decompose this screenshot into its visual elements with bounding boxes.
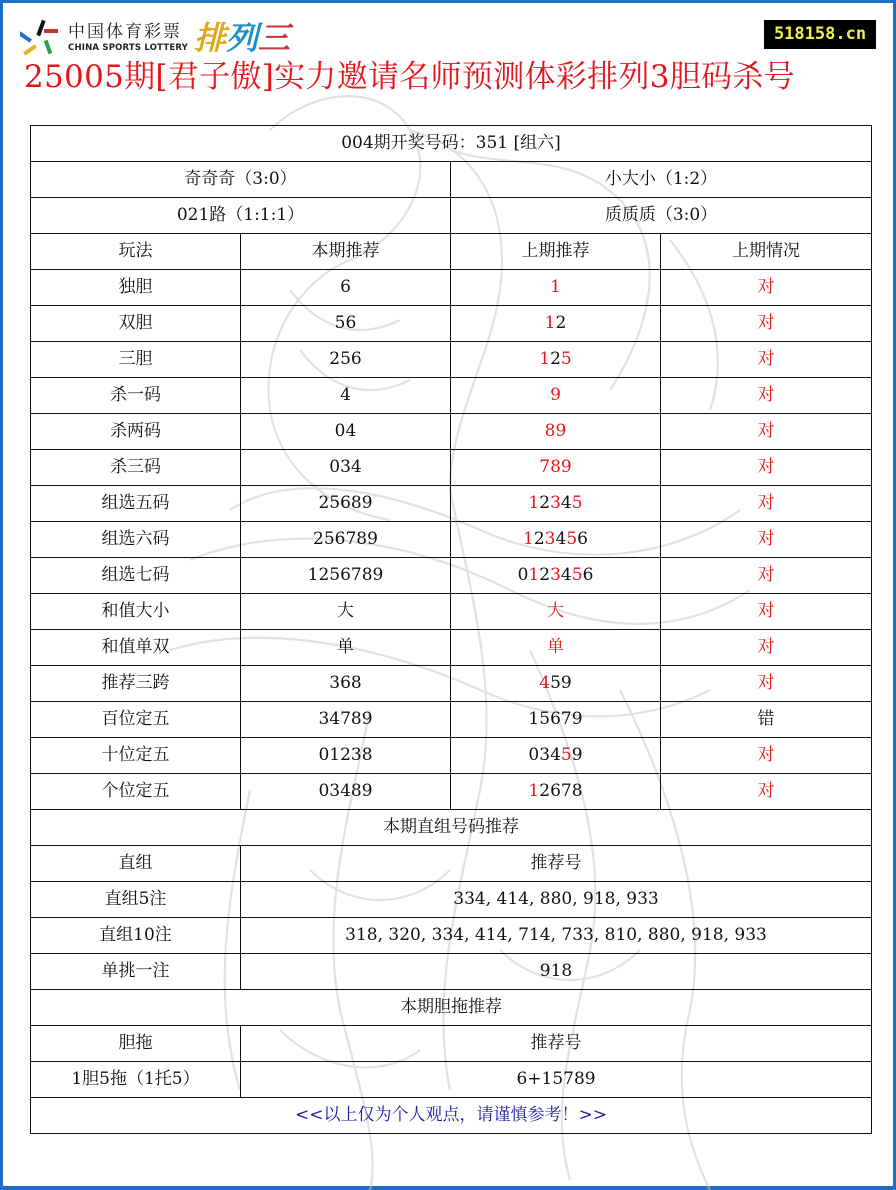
hit-digit: 1 bbox=[528, 493, 540, 513]
miss-digit: 5 bbox=[550, 673, 561, 693]
direct-row bbox=[31, 918, 872, 954]
miss-digit: 6 bbox=[577, 529, 588, 549]
previous-result: 对 bbox=[661, 774, 872, 810]
previous-recommendation bbox=[451, 558, 661, 594]
previous-recommendation bbox=[451, 738, 661, 774]
previous-result: 对 bbox=[661, 594, 872, 630]
miss-digit: 4 bbox=[550, 745, 561, 765]
header-result: 上期情况 bbox=[661, 234, 872, 270]
miss-digit: 2 bbox=[539, 565, 551, 585]
prime-composite-cell: 质质质（3:0） bbox=[451, 198, 872, 234]
miss-digit: 9 bbox=[560, 673, 572, 693]
direct-row-label: 单挑一注 bbox=[31, 954, 241, 990]
current-recommendation: 04 bbox=[241, 414, 451, 450]
prediction-row bbox=[31, 666, 872, 702]
miss-digit: 4 bbox=[560, 565, 572, 585]
hit-digit: 1 bbox=[550, 277, 561, 297]
hit-digit: 9 bbox=[560, 457, 572, 477]
current-recommendation: 1256789 bbox=[241, 558, 451, 594]
miss-digit: 2 bbox=[533, 529, 545, 549]
play-name: 独胆 bbox=[31, 270, 241, 306]
road-012-cell: 021路（1:1:1） bbox=[31, 198, 451, 234]
logo-en-name: CHINA SPORTS LOTTERY bbox=[68, 42, 188, 53]
last-draw-cell: 004期开奖号码：351 [组六] bbox=[31, 126, 872, 162]
previous-recommendation bbox=[451, 774, 661, 810]
header-previous: 上期推荐 bbox=[451, 234, 661, 270]
previous-result: 对 bbox=[661, 306, 872, 342]
direct-header-label: 直组 bbox=[31, 846, 241, 882]
previous-result: 对 bbox=[661, 630, 872, 666]
current-recommendation: 34789 bbox=[241, 702, 451, 738]
play-name: 个位定五 bbox=[31, 774, 241, 810]
pailie3-logo bbox=[193, 19, 291, 57]
play-name: 双胆 bbox=[31, 306, 241, 342]
hit-digit: 8 bbox=[544, 421, 556, 441]
direct-row-numbers: 318, 320, 334, 414, 714, 733, 810, 880, 918, 933 bbox=[241, 918, 872, 954]
previous-recommendation bbox=[451, 450, 661, 486]
miss-digit: 9 bbox=[571, 745, 583, 765]
previous-result: 对 bbox=[661, 342, 872, 378]
header-play: 玩法 bbox=[31, 234, 241, 270]
current-recommendation: 单 bbox=[241, 630, 451, 666]
dantuo-row-numbers: 6+15789 bbox=[241, 1062, 872, 1098]
miss-digit: 1 bbox=[528, 709, 540, 729]
hit-digit: 5 bbox=[560, 745, 572, 765]
lottery-star-icon bbox=[20, 18, 64, 58]
miss-digit: 0 bbox=[528, 745, 540, 765]
play-name: 和值大小 bbox=[31, 594, 241, 630]
miss-digit: 6 bbox=[582, 565, 594, 585]
big-small-cell: 小大小（1:2） bbox=[451, 162, 872, 198]
previous-recommendation bbox=[451, 378, 661, 414]
prediction-row bbox=[31, 306, 872, 342]
miss-digit: 6 bbox=[550, 781, 561, 801]
hit-digit: 1 bbox=[539, 349, 551, 369]
current-recommendation: 03489 bbox=[241, 774, 451, 810]
draw-pattern-row-2 bbox=[31, 198, 872, 234]
prediction-row bbox=[31, 558, 872, 594]
miss-digit: 9 bbox=[571, 709, 583, 729]
current-recommendation: 256789 bbox=[241, 522, 451, 558]
direct-row-label: 直组5注 bbox=[31, 882, 241, 918]
previous-recommendation bbox=[451, 270, 661, 306]
previous-result: 对 bbox=[661, 378, 872, 414]
miss-digit: 4 bbox=[560, 493, 572, 513]
china-sports-lottery-logo bbox=[20, 18, 290, 58]
prediction-row bbox=[31, 378, 872, 414]
previous-result: 对 bbox=[661, 414, 872, 450]
miss-digit: 5 bbox=[539, 709, 551, 729]
current-recommendation: 6 bbox=[241, 270, 451, 306]
logo-cn-name: 中国体育彩票 bbox=[68, 21, 182, 42]
draw-pattern-row-1 bbox=[31, 162, 872, 198]
hit-digit: 1 bbox=[544, 313, 556, 333]
dantuo-header-numbers: 推荐号 bbox=[241, 1026, 872, 1062]
miss-digit: 4 bbox=[555, 529, 567, 549]
play-name: 杀三码 bbox=[31, 450, 241, 486]
footer-note-row bbox=[31, 1098, 872, 1134]
page-title: 25005期[君子傲]实力邀请名师预测体彩排列3胆码杀号 bbox=[24, 59, 795, 95]
dantuo-row bbox=[31, 1062, 872, 1098]
previous-recommendation bbox=[451, 414, 661, 450]
current-recommendation: 大 bbox=[241, 594, 451, 630]
previous-recommendation bbox=[451, 342, 661, 378]
previous-recommendation bbox=[451, 666, 661, 702]
header-current: 本期推荐 bbox=[241, 234, 451, 270]
site-badge[interactable]: 518158.cn bbox=[764, 20, 876, 49]
current-recommendation: 368 bbox=[241, 666, 451, 702]
previous-result: 对 bbox=[661, 558, 872, 594]
prediction-table bbox=[30, 125, 872, 1134]
hit-digit: 3 bbox=[544, 529, 556, 549]
dantuo-header-label: 胆拖 bbox=[31, 1026, 241, 1062]
hit-digit: 3 bbox=[550, 565, 561, 585]
pl3-char-1: 排 bbox=[193, 19, 226, 57]
odd-even-cell: 奇奇奇（3:0） bbox=[31, 162, 451, 198]
direct-header-numbers: 推荐号 bbox=[241, 846, 872, 882]
footer-note: <<以上仅为个人观点，请谨慎参考！>> bbox=[31, 1098, 872, 1134]
direct-row-numbers: 918 bbox=[241, 954, 872, 990]
prediction-row bbox=[31, 522, 872, 558]
hit-digit: 8 bbox=[550, 457, 561, 477]
play-name: 和值单双 bbox=[31, 630, 241, 666]
play-name: 三胆 bbox=[31, 342, 241, 378]
miss-digit: 0 bbox=[517, 565, 529, 585]
direct-header-row bbox=[31, 846, 872, 882]
hit-digit: 3 bbox=[550, 493, 561, 513]
previous-result: 对 bbox=[661, 666, 872, 702]
miss-digit: 8 bbox=[571, 781, 583, 801]
hit-digit: 5 bbox=[566, 529, 578, 549]
hit-digit: 5 bbox=[571, 565, 583, 585]
miss-digit: 2 bbox=[539, 493, 551, 513]
hit-digit: 5 bbox=[571, 493, 583, 513]
previous-recommendation bbox=[451, 306, 661, 342]
prediction-row bbox=[31, 270, 872, 306]
miss-digit: 7 bbox=[560, 709, 572, 729]
prediction-row bbox=[31, 738, 872, 774]
hit-digit: 单 bbox=[547, 637, 564, 657]
dantuo-row-label: 1胆5拖（1托5） bbox=[31, 1062, 241, 1098]
pl3-char-2: 列 bbox=[225, 19, 258, 57]
direct-row-label: 直组10注 bbox=[31, 918, 241, 954]
direct-row bbox=[31, 882, 872, 918]
previous-result: 对 bbox=[661, 270, 872, 306]
miss-digit: 2 bbox=[550, 349, 561, 369]
miss-digit: 6 bbox=[550, 709, 561, 729]
previous-result: 错 bbox=[661, 702, 872, 738]
prediction-row bbox=[31, 450, 872, 486]
previous-recommendation bbox=[451, 630, 661, 666]
previous-result: 对 bbox=[661, 486, 872, 522]
hit-digit: 5 bbox=[560, 349, 572, 369]
prediction-row bbox=[31, 774, 872, 810]
play-name: 推荐三跨 bbox=[31, 666, 241, 702]
current-recommendation: 4 bbox=[241, 378, 451, 414]
pl3-char-3: 三 bbox=[258, 19, 291, 57]
previous-result: 对 bbox=[661, 738, 872, 774]
play-name: 百位定五 bbox=[31, 702, 241, 738]
prediction-row bbox=[31, 342, 872, 378]
dantuo-header-row bbox=[31, 1026, 872, 1062]
prediction-row bbox=[31, 594, 872, 630]
play-name: 十位定五 bbox=[31, 738, 241, 774]
miss-digit: 3 bbox=[539, 745, 551, 765]
page-header bbox=[0, 0, 896, 100]
current-recommendation: 034 bbox=[241, 450, 451, 486]
previous-recommendation bbox=[451, 594, 661, 630]
previous-recommendation bbox=[451, 486, 661, 522]
prediction-row bbox=[31, 486, 872, 522]
current-recommendation: 56 bbox=[241, 306, 451, 342]
current-recommendation: 256 bbox=[241, 342, 451, 378]
direct-section-title-row bbox=[31, 810, 872, 846]
prediction-row bbox=[31, 414, 872, 450]
miss-digit: 2 bbox=[555, 313, 567, 333]
previous-result: 对 bbox=[661, 450, 872, 486]
hit-digit: 7 bbox=[539, 457, 551, 477]
direct-row-numbers: 334, 414, 880, 918, 933 bbox=[241, 882, 872, 918]
dantuo-section-title-row bbox=[31, 990, 872, 1026]
play-name: 杀两码 bbox=[31, 414, 241, 450]
previous-recommendation bbox=[451, 702, 661, 738]
current-recommendation: 01238 bbox=[241, 738, 451, 774]
hit-digit: 1 bbox=[528, 781, 540, 801]
logo-text bbox=[68, 21, 188, 53]
dantuo-section-title: 本期胆拖推荐 bbox=[31, 990, 872, 1026]
direct-row bbox=[31, 954, 872, 990]
previous-result: 对 bbox=[661, 522, 872, 558]
play-name: 杀一码 bbox=[31, 378, 241, 414]
hit-digit: 9 bbox=[550, 385, 561, 405]
play-name: 组选六码 bbox=[31, 522, 241, 558]
hit-digit: 1 bbox=[528, 565, 540, 585]
prediction-row bbox=[31, 630, 872, 666]
direct-section-title: 本期直组号码推荐 bbox=[31, 810, 872, 846]
last-draw-row bbox=[31, 126, 872, 162]
hit-digit: 9 bbox=[555, 421, 567, 441]
hit-digit: 1 bbox=[523, 529, 534, 549]
miss-digit: 7 bbox=[560, 781, 572, 801]
prediction-row bbox=[31, 702, 872, 738]
hit-digit: 4 bbox=[539, 673, 551, 693]
play-name: 组选七码 bbox=[31, 558, 241, 594]
play-name: 组选五码 bbox=[31, 486, 241, 522]
hit-digit: 大 bbox=[547, 601, 564, 621]
previous-recommendation bbox=[451, 522, 661, 558]
miss-digit: 2 bbox=[539, 781, 551, 801]
prediction-header-row bbox=[31, 234, 872, 270]
current-recommendation: 25689 bbox=[241, 486, 451, 522]
